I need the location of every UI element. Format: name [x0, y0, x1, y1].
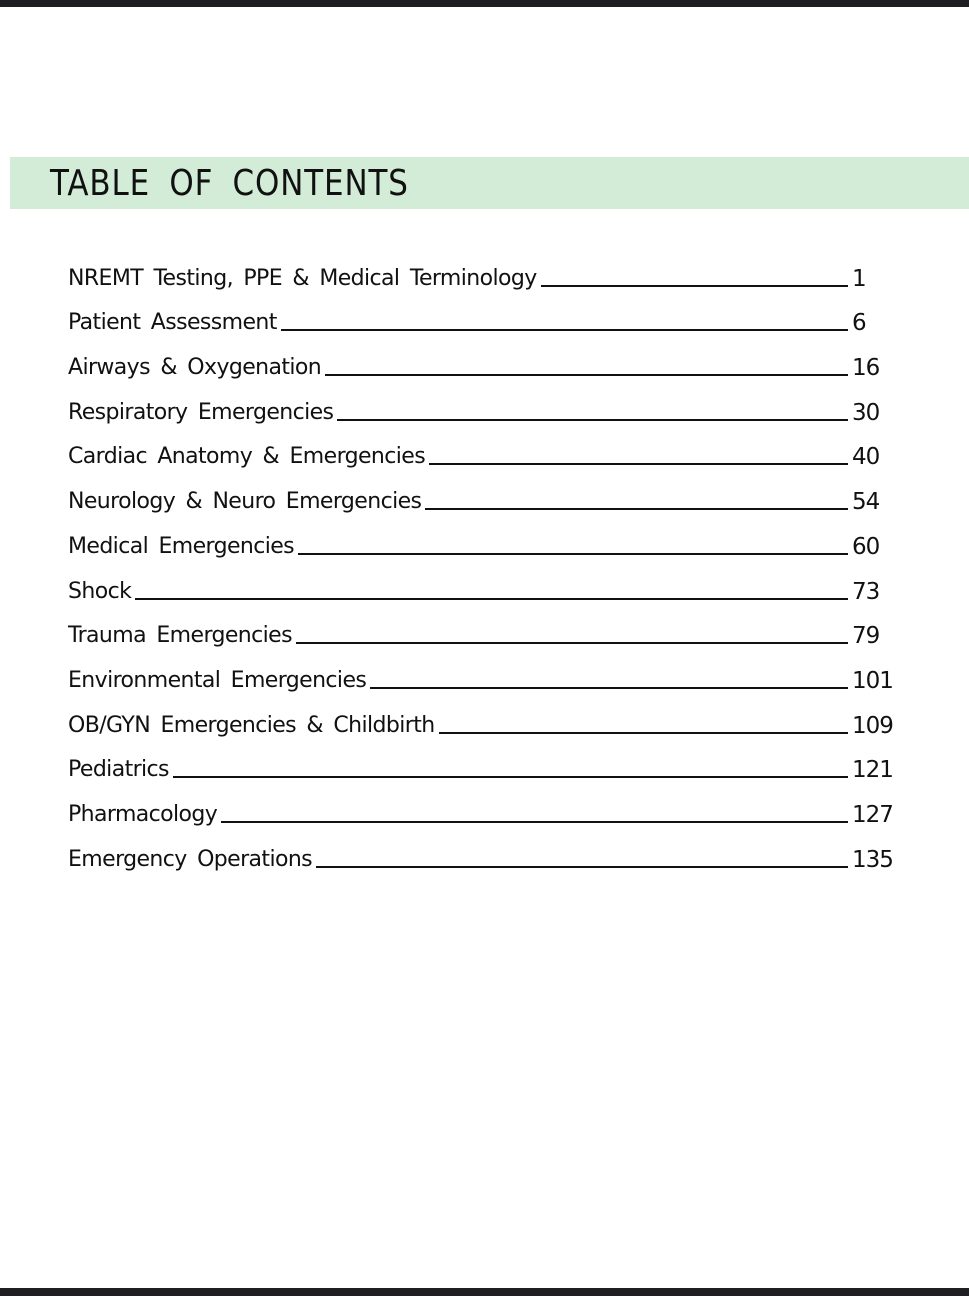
toc-leader-line: [135, 598, 848, 600]
toc-entry-page: 73: [852, 578, 880, 605]
toc-entry-label: Pharmacology: [68, 801, 218, 827]
toc-entry-label: Cardiac Anatomy & Emergencies: [68, 444, 426, 470]
toc-entry[interactable]: [68, 471, 890, 516]
toc-entry-label: NREMT Testing, PPE & Medical Terminology: [68, 265, 537, 291]
toc-leader-line: [337, 419, 848, 421]
toc-entry[interactable]: [68, 740, 893, 785]
toc-entry[interactable]: [68, 606, 890, 651]
toc-entry[interactable]: [68, 829, 893, 874]
toc-leader-line: [541, 285, 848, 287]
page-title: TABLE OF CONTENTS: [50, 163, 409, 204]
toc-entry-page: 1: [852, 265, 866, 292]
toc-leader-line: [429, 463, 848, 465]
toc-entry-page: 54: [852, 489, 880, 516]
toc-entry[interactable]: [68, 695, 893, 740]
toc-leader-line: [221, 821, 848, 823]
toc-entry-page: 127: [852, 801, 893, 828]
toc-entry-page: 16: [852, 355, 880, 382]
toc-list: [68, 248, 893, 874]
toc-leader-line: [439, 732, 848, 734]
title-band: [10, 157, 969, 209]
toc-entry-page: 101: [852, 667, 893, 694]
toc-entry-page: 79: [852, 623, 880, 650]
toc-entry[interactable]: [68, 248, 890, 293]
toc-leader-line: [298, 553, 848, 555]
bottom-frame-bar: [0, 1288, 969, 1296]
toc-entry[interactable]: [68, 382, 890, 427]
toc-leader-line: [296, 642, 848, 644]
toc-entry[interactable]: [68, 516, 890, 561]
toc-entry-label: Shock: [68, 578, 132, 604]
toc-entry-label: Emergency Operations: [68, 846, 313, 872]
toc-entry-label: Trauma Emergencies: [68, 623, 292, 649]
toc-leader-line: [325, 374, 848, 376]
toc-leader-line: [316, 866, 848, 868]
toc-entry-page: 30: [852, 399, 880, 426]
toc-entry-label: Environmental Emergencies: [68, 667, 367, 693]
toc-entry-page: 40: [852, 444, 880, 471]
toc-entry-page: 109: [852, 712, 893, 739]
toc-leader-line: [370, 687, 848, 689]
toc-entry-label: Neurology & Neuro Emergencies: [68, 489, 422, 515]
toc-entry[interactable]: [68, 561, 890, 606]
toc-leader-line: [173, 776, 848, 778]
toc-entry-page: 6: [852, 310, 866, 337]
toc-entry-label: OB/GYN Emergencies & Childbirth: [68, 712, 435, 738]
toc-entry[interactable]: [68, 337, 890, 382]
toc-entry[interactable]: [68, 427, 890, 472]
toc-entry-label: Pediatrics: [68, 757, 169, 783]
toc-leader-line: [425, 508, 848, 510]
toc-entry[interactable]: [68, 293, 890, 338]
toc-entry-label: Respiratory Emergencies: [68, 399, 334, 425]
toc-entry-label: Medical Emergencies: [68, 533, 295, 559]
top-frame-bar: [0, 0, 969, 7]
toc-entry-page: 60: [852, 533, 880, 560]
toc-entry[interactable]: [68, 650, 893, 695]
toc-entry-label: Airways & Oxygenation: [68, 355, 322, 381]
toc-entry-label: Patient Assessment: [68, 310, 277, 336]
toc-entry-page: 121: [852, 757, 893, 784]
toc-leader-line: [281, 329, 848, 331]
toc-entry[interactable]: [68, 784, 893, 829]
toc-entry-page: 135: [852, 846, 893, 873]
